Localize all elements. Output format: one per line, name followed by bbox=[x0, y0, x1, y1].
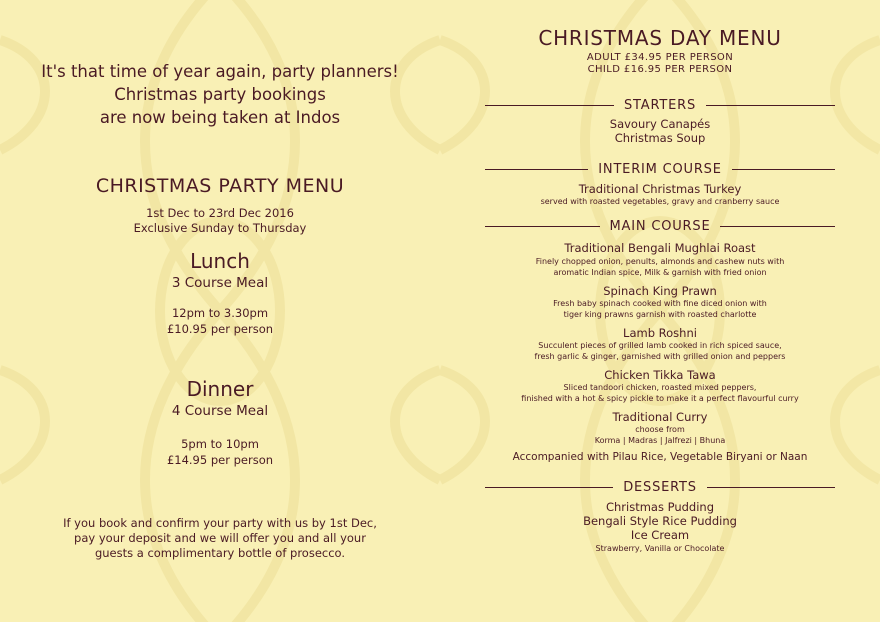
lunch-time: 12pm to 3.30pm bbox=[171, 306, 269, 320]
dinner-subtitle: 4 Course Meal bbox=[171, 403, 269, 419]
starter-item: Christmas Soup bbox=[614, 131, 706, 145]
section-label: STARTERS bbox=[624, 97, 697, 113]
description-line: aromatic Indian spice, Milk & garnish with fried onion bbox=[553, 268, 767, 277]
lunch-subtitle: 3 Course Meal bbox=[171, 275, 269, 291]
dish-description bbox=[440, 424, 880, 446]
dish-description bbox=[440, 256, 880, 278]
section-label: INTERIM COURSE bbox=[598, 161, 722, 177]
intro-line: Christmas party bookings bbox=[114, 85, 326, 104]
party-menu-title: CHRISTMAS PARTY MENU bbox=[95, 175, 345, 197]
dish-name: Lamb Roshni bbox=[623, 326, 697, 340]
divider bbox=[706, 105, 835, 106]
dessert-item: Ice Cream bbox=[630, 528, 690, 542]
desserts-heading bbox=[485, 478, 835, 496]
dish-name: Traditional Curry bbox=[612, 410, 708, 424]
booking-offer-text bbox=[20, 516, 420, 561]
dish-name: Traditional Bengali Mughlai Roast bbox=[564, 241, 756, 255]
interim-heading bbox=[485, 160, 835, 178]
ice-cream-flavours: Strawberry, Vanilla or Chocolate bbox=[595, 544, 725, 553]
starters-heading bbox=[485, 96, 835, 114]
dish-description: served with roasted vegetables, gravy and cranberry sauce bbox=[540, 197, 780, 206]
dessert-item: Bengali Style Rice Pudding bbox=[583, 514, 737, 528]
dish-description bbox=[440, 340, 880, 362]
intro-text bbox=[20, 60, 420, 129]
offer-line: pay your deposit and we will offer you and all your bbox=[74, 531, 366, 545]
dish-description bbox=[440, 298, 880, 320]
intro-line: are now being taken at Indos bbox=[99, 108, 341, 127]
description-line: fresh garlic & ginger, garnished with grilled onion and peppers bbox=[534, 352, 786, 361]
offer-line: If you book and confirm your party with us by 1st Dec, bbox=[63, 516, 377, 530]
exclusive-days: Exclusive Sunday to Thursday bbox=[133, 221, 307, 235]
section-label: DESSERTS bbox=[623, 479, 697, 495]
description-line: Finely chopped onion, penults, almonds and cashew nuts with bbox=[535, 257, 785, 266]
divider bbox=[485, 226, 600, 227]
lunch-price: £10.95 per person bbox=[166, 322, 274, 336]
curry-options: Korma | Madras | Jalfrezi | Bhuna bbox=[594, 436, 726, 445]
lunch-info bbox=[20, 305, 420, 337]
christmas-day-title: CHRISTMAS DAY MENU bbox=[538, 26, 782, 50]
lunch-title: Lunch bbox=[190, 249, 250, 273]
dessert-item: Christmas Pudding bbox=[605, 500, 715, 514]
section-label: MAIN COURSE bbox=[609, 218, 711, 234]
main-course-heading bbox=[485, 217, 835, 235]
intro-line: It's that time of year again, party planners! bbox=[41, 62, 399, 81]
dinner-info bbox=[20, 436, 420, 468]
child-price: CHILD £16.95 PER PERSON bbox=[587, 64, 733, 75]
description-line: finished with a hot & spicy pickle to make it a perfect flavourful curry bbox=[521, 394, 799, 403]
dinner-time: 5pm to 10pm bbox=[181, 437, 259, 451]
description-line: choose from bbox=[635, 425, 685, 434]
divider bbox=[732, 169, 835, 170]
divider bbox=[707, 487, 835, 488]
divider bbox=[485, 105, 614, 106]
description-line: Succulent pieces of grilled lamb cooked in rich spiced sauce, bbox=[538, 341, 782, 350]
divider bbox=[485, 169, 588, 170]
dish-name: Chicken Tikka Tawa bbox=[604, 368, 716, 382]
accompaniment-text: Accompanied with Pilau Rice, Vegetable Biryani or Naan bbox=[512, 451, 808, 463]
offer-line: guests a complimentary bottle of prosecco. bbox=[94, 546, 346, 560]
dish-name: Spinach King Prawn bbox=[603, 284, 717, 298]
dish-name: Traditional Christmas Turkey bbox=[578, 182, 742, 196]
description-line: Fresh baby spinach cooked with fine diced onion with bbox=[553, 299, 767, 308]
date-range: 1st Dec to 23rd Dec 2016 bbox=[146, 206, 294, 220]
party-dates bbox=[20, 206, 420, 236]
christmas-day-panel bbox=[440, 0, 880, 622]
dinner-title: Dinner bbox=[186, 377, 254, 401]
divider bbox=[720, 226, 835, 227]
description-line: tiger king prawns garnish with roasted charlotte bbox=[563, 310, 757, 319]
dinner-price: £14.95 per person bbox=[166, 453, 274, 467]
starter-item: Savoury Canapés bbox=[609, 117, 711, 131]
adult-price: ADULT £34.95 PER PERSON bbox=[586, 52, 734, 63]
divider bbox=[485, 487, 613, 488]
description-line: Sliced tandoori chicken, roasted mixed peppers, bbox=[563, 383, 757, 392]
dish-description bbox=[440, 382, 880, 404]
